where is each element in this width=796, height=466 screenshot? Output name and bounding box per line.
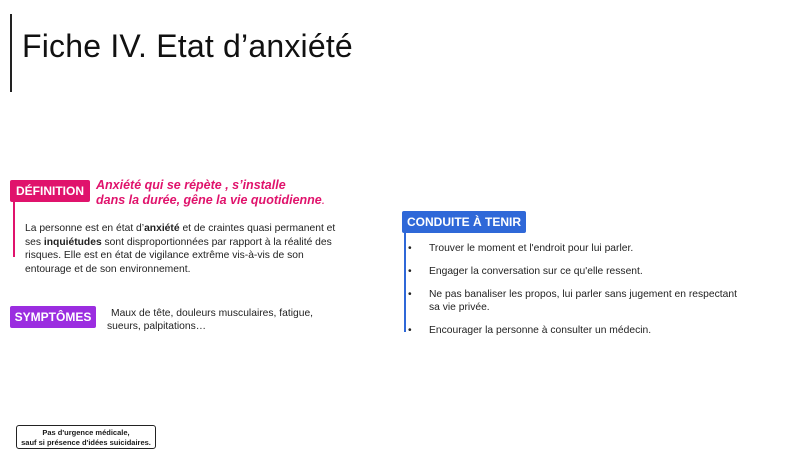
- bullet-icon: •: [408, 243, 412, 254]
- symptoms-line1: Maux de tête, douleurs musculaires, fatigue,: [111, 308, 314, 319]
- definition-accent-line: [13, 202, 15, 257]
- title-accent-bar: [10, 14, 12, 92]
- bullet-icon: •: [408, 324, 412, 336]
- definition-tagline: [96, 178, 325, 208]
- definition-keyword-anxiety: anxiété: [144, 223, 180, 234]
- conduct-badge: CONDUITE À TENIR: [402, 211, 526, 233]
- definition-tagline-line1: Anxiété qui se répète , s’installe: [96, 178, 286, 192]
- conduct-accent-line: [404, 233, 406, 332]
- urgency-note: [16, 425, 156, 449]
- page-title: Fiche IV. Etat d’anxiété: [22, 28, 353, 64]
- definition-tagline-line2: dans la durée, gêne la vie quotidienne: [96, 193, 322, 207]
- symptoms-text: [107, 307, 327, 333]
- symptoms-badge: SYMPTÔMES: [10, 306, 96, 328]
- definition-badge: DÉFINITION: [10, 180, 90, 202]
- definition-keyword-worries: inquiétudes: [43, 236, 102, 248]
- definition-text-part2: et de craintes quasi permanent et ses: [25, 223, 336, 248]
- urgency-note-line1: Pas d'urgence médicale,: [42, 428, 130, 437]
- list-item: [408, 289, 748, 314]
- bullet-icon: •: [408, 266, 412, 277]
- list-item-text: Encourager la personne à consulter un médecin.: [429, 324, 652, 336]
- definition-text-part3: sont disproportionnées par rapport à la réalité des risques. Elle est en état de vigilance extrême vis-à-vis de son entourage et de son environnement.: [25, 236, 332, 275]
- list-item: [408, 243, 748, 256]
- definition-tagline-end: .: [321, 193, 326, 207]
- definition-text: [25, 222, 345, 276]
- list-item: [408, 325, 748, 338]
- list-item: [408, 266, 748, 279]
- conduct-list: [408, 243, 748, 348]
- list-item-text: Trouver le moment et l'endroit pour lui parler.: [429, 243, 634, 254]
- symptoms-line2: sueurs, palpitations…: [107, 321, 207, 332]
- definition-text-part1: La personne est en état d’: [25, 223, 145, 234]
- list-item-text: Engager la conversation sur ce qu'elle ressent.: [429, 266, 643, 277]
- urgency-note-line2: sauf si présence d'idées suicidaires.: [21, 438, 151, 447]
- bullet-icon: •: [408, 289, 412, 300]
- list-item-text: Ne pas banaliser les propos, lui parler sans jugement en respectant sa vie privée.: [429, 289, 737, 313]
